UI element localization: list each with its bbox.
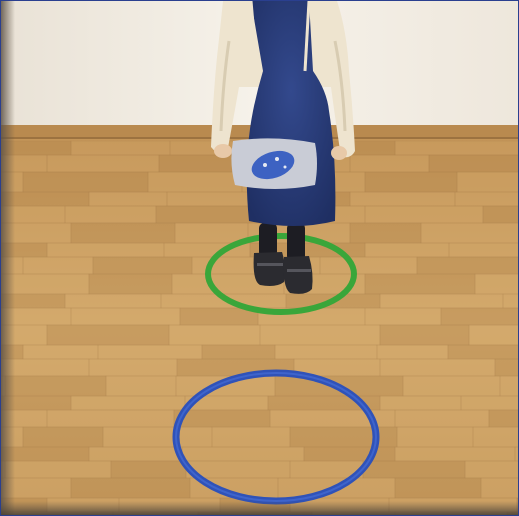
floor-plank [23, 345, 98, 359]
floor-plank [457, 172, 518, 192]
floor-plank [93, 257, 192, 274]
sandal-strap-right [287, 269, 311, 272]
floor-plank [449, 243, 518, 257]
floor-plank [489, 410, 518, 427]
floor-plank [304, 447, 395, 461]
floor-plank [469, 325, 518, 345]
photo [1, 1, 518, 515]
floor-plank [395, 447, 515, 461]
floor-plank [89, 359, 177, 376]
floor-plank [397, 427, 473, 447]
floor-plank [89, 274, 172, 294]
floor-plank [47, 155, 159, 172]
floor-plank [503, 294, 518, 308]
floor-plank [448, 345, 518, 359]
floor-plank [350, 223, 421, 243]
floor-plank [71, 223, 175, 243]
frame-bottom-bevel [1, 501, 518, 515]
floor-plank [71, 141, 170, 155]
floor-plank [465, 461, 518, 478]
floor-plank [212, 427, 290, 447]
floor-plank [106, 376, 176, 396]
floor-plank [169, 325, 260, 345]
sandal-strap-left [257, 263, 283, 266]
floor-plank [481, 478, 518, 498]
floor-plank [65, 294, 161, 308]
sandal-right [284, 256, 313, 294]
floor-plank [290, 427, 397, 447]
floor-plank [395, 141, 518, 155]
floor-plank [473, 427, 518, 447]
floor-plank [182, 447, 304, 461]
floor-plank [380, 294, 503, 308]
floor-plank [495, 359, 518, 376]
child-leg-left [259, 223, 277, 257]
floor-plank [365, 206, 483, 223]
floor-plank [260, 325, 380, 345]
floor-plank [350, 155, 429, 172]
floor-plank [365, 274, 475, 294]
floor-plank [275, 345, 377, 359]
floor-plank [429, 155, 518, 172]
floor-plank [350, 192, 455, 206]
floor-plank [515, 447, 518, 461]
floor-plank [380, 396, 461, 410]
floor-plank [71, 396, 185, 410]
floor-plank [365, 172, 457, 192]
floor-plank [455, 192, 518, 206]
floor-plank [365, 243, 449, 257]
floor-plank [98, 345, 202, 359]
floor-plank [500, 376, 518, 396]
floor-plank [71, 478, 190, 498]
floor-plank [23, 427, 103, 447]
floor-plank [380, 359, 495, 376]
floor-plank [89, 447, 182, 461]
floor-plank [475, 274, 518, 294]
child-hand-left [214, 144, 232, 158]
floor-plank [47, 243, 164, 257]
floor-plank [377, 345, 448, 359]
floor-plank [23, 257, 93, 274]
floor-plank [421, 223, 518, 243]
sandal-left [254, 252, 286, 286]
floor-plank [403, 376, 500, 396]
floor-plank [461, 396, 518, 410]
floor-plank [380, 325, 469, 345]
frame-left-bevel [1, 1, 15, 515]
floor-plank [363, 461, 465, 478]
floor-plank [320, 257, 417, 274]
floor-plank [483, 206, 518, 223]
floor-plank [395, 410, 489, 427]
floor-plank [441, 308, 518, 325]
floor-plank [5, 376, 106, 396]
child-hand-right [331, 146, 347, 160]
floor-plank [23, 172, 148, 192]
floor-plank [89, 192, 167, 206]
floor-plank [175, 223, 248, 243]
floor-plank [65, 206, 156, 223]
floor-plank [148, 172, 242, 192]
floor-plank [103, 427, 212, 447]
floor-plank [47, 410, 174, 427]
floor-plank [71, 308, 180, 325]
floor-plank [111, 461, 186, 478]
child-leg-right [287, 223, 305, 261]
floor-plank [159, 155, 240, 172]
floor-plank [395, 478, 481, 498]
floor-plank [47, 325, 169, 345]
floor-plank [5, 461, 111, 478]
floor-plank [365, 308, 441, 325]
floor-plank [417, 257, 518, 274]
floor-plank [174, 410, 270, 427]
floor-plank [202, 345, 275, 359]
